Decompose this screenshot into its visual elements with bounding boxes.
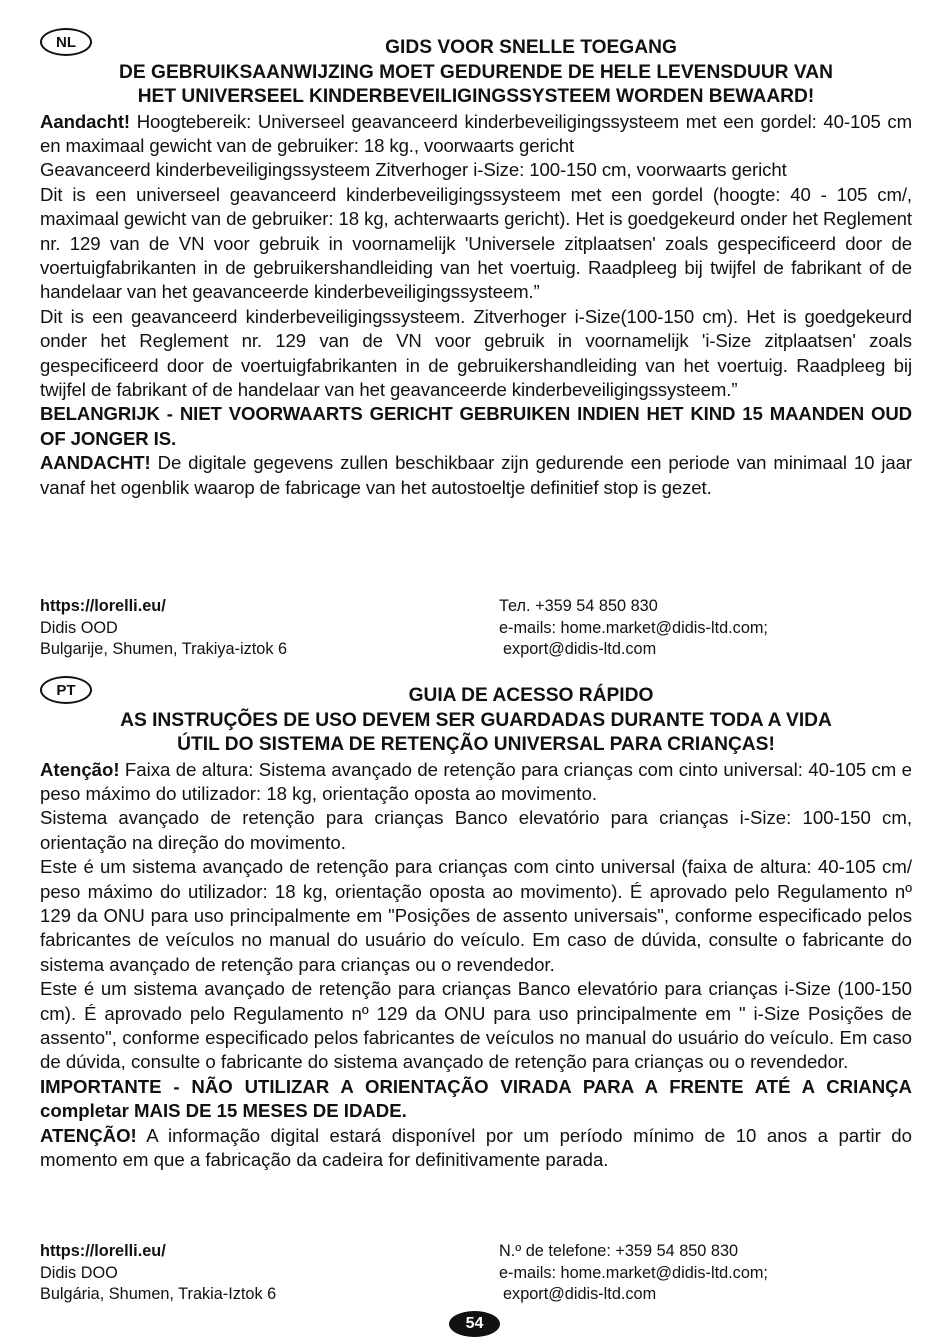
nl-attention-text: Hoogtebereik: Universeel geavanceerd kinderbeveiligingssysteem met een gordel: 40-105 cm en maximaal gewicht van de gebruiker: 18 kg., voorwaarts gericht: [40, 110, 912, 156]
nl-email-export: export@didis-ltd.com: [503, 640, 657, 658]
pt-website-link[interactable]: https://lorelli.eu/: [40, 1242, 166, 1260]
nl-headings: [40, 28, 912, 110]
pt-paragraph-booster: Sistema avançado de retenção para crianças Banco elevatório para crianças i-Size: 100-150 cm, orientação na direção do movimento.: [40, 807, 912, 853]
pt-paragraph-digital: [40, 1124, 912, 1173]
pt-email-export: export@didis-ltd.com: [503, 1285, 657, 1303]
nl-title: GIDS VOOR SNELLE TOEGANG: [385, 37, 677, 58]
pt-emails: e-mails: home.market@didis-ltd.com;: [499, 1263, 768, 1282]
pt-body: [40, 758, 912, 1173]
nl-company-address: Bulgarije, Shumen, Trakiya-iztok 6: [40, 640, 288, 658]
section-pt: [40, 676, 912, 1303]
nl-paragraph-universal: Dit is een universeel geavanceerd kinderbeveiligingssysteem met een gordel (hoogte: 40 - 105 cm/, maximaal gewicht van de gebruiker: 18 kg, achterwaarts gericht). Het is goedgekeurd onder het Reglement nr. 129 van de VN voor gebruik in voornamelijk 'Universele zitplaatsen' zoals gespecificeerd door de voertuigfabrikanten in de gebruikershandleiding van het voertuig. Raadpleeg bij twijfel de fabrikant of de handelaar van het geavanceerde kinderbeveiligingssysteem.”: [40, 183, 912, 303]
pt-headline-line1: AS INSTRUÇÕES DE USO DEVEM SER GUARDADAS DURANTE TODA A VIDA: [120, 709, 832, 731]
pt-phone: N.º de telefone: +359 54 850 830: [499, 1242, 739, 1260]
nl-paragraph-important: BELANGRIJK - NIET VOORWAARTS GERICHT GEBRUIKEN INDIEN HET KIND 15 MAANDEN OUD OF JONGER IS.: [40, 403, 912, 449]
pt-digital-text: A informação digital estará disponível por um período mínimo de 10 anos a partir do momento em que a fabricação da cadeira for definitivamente parada.: [40, 1124, 912, 1170]
nl-attention-label: Aandacht!: [40, 110, 131, 132]
nl-paragraph-booster: Geavanceerd kinderbeveiligingssysteem Zitverhoger i-Size: 100-150 cm, voorwaarts gericht: [40, 159, 787, 181]
pt-paragraph-important: IMPORTANTE - NÃO UTILIZAR A ORIENTAÇÃO VIRADA PARA A FRENTE ATÉ A CRIANÇA completar MAIS DE 15 MESES DE IDADE.: [40, 1075, 912, 1122]
nl-paragraph-attention: [40, 110, 912, 159]
pt-company-address: Bulgária, Shumen, Trakia-Iztok 6: [40, 1285, 277, 1303]
nl-paragraph-isize: Dit is een geavanceerd kinderbeveiligingssysteem. Zitverhoger i-Size(100-150 cm). Het is goedgekeurd onder het Reglement nr. 129 van de VN voor gebruik in voornamelijk 'i-Size zitplaatsen' zoals gespecificeerd door de voertuigfabrikanten in de gebruikershandleiding van het voertuig. Raadpleeg bij twijfel de fabrikant of de handelaar van het geavanceerde kinderbeveiligingssysteem.”: [40, 305, 912, 400]
pt-title: GUIA DE ACESSO RÁPIDO: [408, 685, 654, 706]
pt-paragraph-universal: Este é um sistema avançado de retenção para crianças com cinto universal (faixa de altura: 40-105 cm/ peso máximo do utilizador: 18 kg, orientação oposta ao movimento). É aprovado pelo Regulamento nº 129 da ONU para uso principalmente em "Posições de assento universais", conforme especificado pelos fabricantes de veículos no manual do usuário do veículo. Em caso de dúvida, consulte o fabricante do sistema avançado de retenção para crianças ou o revendedor.: [40, 856, 912, 975]
pt-paragraph-isize: Este é um sistema avançado de retenção para crianças Banco elevatório para crianças i-Size (100-150 cm). É aprovado pelo Regulamento nº 129 da ONU para uso principalmente em " i-Size Posições de assento", conforme especificado pelos fabricantes de veículos no manual do usuário do veículo. Em caso de dúvida, consulte o fabricante do sistema avançado de retenção para crianças ou o revendedor.: [40, 978, 912, 1073]
section-nl: [40, 28, 912, 658]
nl-phone: Тел. +359 54 850 830: [499, 597, 658, 615]
nl-headline-line1: DE GEBRUIKSAANWIJZING MOET GEDURENDE DE HELE LEVENSDUUR VAN: [119, 61, 833, 83]
pt-company-name: Didis DOO: [40, 1263, 118, 1282]
nl-body: [40, 110, 912, 501]
nl-website-link[interactable]: https://lorelli.eu/: [40, 597, 166, 615]
pt-attention-text: Faixa de altura: Sistema avançado de retenção para crianças com cinto universal: 40-105 cm e peso máximo do utilizador: 18 kg, orientação oposta ao movimento.: [40, 758, 912, 804]
language-badge-nl: NL: [40, 28, 92, 56]
pt-digital-label: ATENÇÃO!: [40, 1124, 137, 1146]
nl-digital-text: De digitale gegevens zullen beschikbaar zijn gedurende een periode van minimaal 10 jaar vanaf het ogenblik waarop de fabricage van het autostoeltje definitief stop is gezet.: [40, 452, 912, 498]
nl-digital-label: AANDACHT!: [40, 452, 151, 474]
page-number-badge: 54: [449, 1311, 500, 1337]
pt-paragraph-attention: [40, 758, 912, 807]
nl-company-name: Didis OOD: [40, 618, 118, 637]
nl-paragraph-digital: [40, 451, 912, 500]
language-badge-pt: PT: [40, 676, 92, 704]
nl-headline-line2: HET UNIVERSEEL KINDERBEVEILIGINGSSYSTEEM WORDEN BEWAARD!: [137, 86, 815, 107]
pt-attention-label: Atenção!: [40, 758, 120, 780]
nl-emails: e-mails: home.market@didis-ltd.com;: [499, 618, 768, 637]
pt-headings: [40, 676, 912, 758]
pt-headline-line2: ÚTIL DO SISTEMA DE RETENÇÃO UNIVERSAL PARA CRIANÇAS!: [177, 734, 775, 755]
